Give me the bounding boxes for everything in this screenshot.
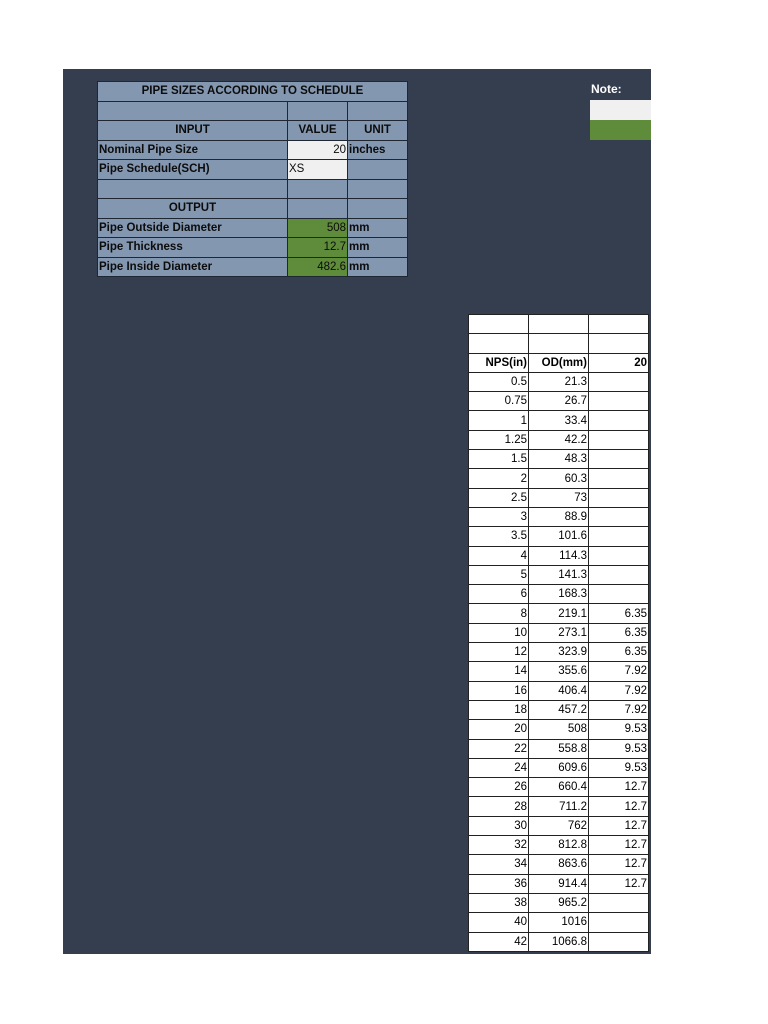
cell-nps[interactable]: 6: [469, 585, 529, 604]
empty-cell: [348, 160, 408, 180]
cell-nps[interactable]: 2.5: [469, 488, 529, 507]
cell-od[interactable]: 101.6: [529, 527, 589, 546]
outside-diameter-value: 508: [288, 218, 348, 238]
cell-nps[interactable]: 30: [469, 816, 529, 835]
cell-nps[interactable]: 2: [469, 469, 529, 488]
column-header-od: OD(mm): [529, 353, 589, 372]
table-row: [469, 816, 649, 835]
cell-sch20-thickness[interactable]: 12.7: [589, 797, 649, 816]
unit-header: UNIT: [348, 121, 408, 141]
cell-od[interactable]: 1066.8: [529, 932, 589, 951]
cell-od[interactable]: 863.6: [529, 855, 589, 874]
cell-nps[interactable]: 0.75: [469, 392, 529, 411]
cell-od[interactable]: 73: [529, 488, 589, 507]
table-row: [469, 874, 649, 893]
cell-sch20-thickness[interactable]: 9.53: [589, 739, 649, 758]
table-row: [469, 585, 649, 604]
column-header-sch20: 20: [589, 353, 649, 372]
cell-od[interactable]: 508: [529, 720, 589, 739]
note-label: Note:: [591, 82, 622, 96]
nominal-pipe-size-unit: inches: [348, 140, 408, 160]
cell-od[interactable]: 48.3: [529, 450, 589, 469]
cell-od[interactable]: 88.9: [529, 507, 589, 526]
table-row: [469, 778, 649, 797]
outside-diameter-label: Pipe Outside Diameter: [98, 218, 288, 238]
table-row: [469, 836, 649, 855]
cell-nps[interactable]: 20: [469, 720, 529, 739]
cell-od[interactable]: 457.2: [529, 700, 589, 719]
table-row: [469, 700, 649, 719]
calculator-title: PIPE SIZES ACCORDING TO SCHEDULE: [98, 82, 408, 102]
cell-sch20-thickness[interactable]: [589, 913, 649, 932]
cell-nps[interactable]: 16: [469, 681, 529, 700]
output-header: OUTPUT: [98, 199, 288, 219]
cell-sch20-thickness[interactable]: 6.35: [589, 643, 649, 662]
cell-nps[interactable]: 36: [469, 874, 529, 893]
table-row: [469, 430, 649, 449]
table-row: [469, 450, 649, 469]
cell-nps[interactable]: 42: [469, 932, 529, 951]
empty-cell: [288, 199, 348, 219]
cell-sch20-thickness[interactable]: 7.92: [589, 700, 649, 719]
cell-od[interactable]: 762: [529, 816, 589, 835]
cell-nps[interactable]: 3: [469, 507, 529, 526]
table-row: [469, 758, 649, 777]
empty-cell: [589, 334, 649, 353]
cell-nps[interactable]: 26: [469, 778, 529, 797]
thickness-unit: mm: [348, 238, 408, 258]
cell-nps[interactable]: 5: [469, 565, 529, 584]
table-row: [469, 720, 649, 739]
table-row: [469, 932, 649, 951]
cell-nps[interactable]: 12: [469, 643, 529, 662]
table-row: [469, 797, 649, 816]
empty-cell: [348, 101, 408, 121]
empty-cell: [98, 179, 288, 199]
table-row: [469, 913, 649, 932]
empty-cell: [589, 315, 649, 334]
cell-od[interactable]: 558.8: [529, 739, 589, 758]
table-row: [469, 739, 649, 758]
inside-diameter-label: Pipe Inside Diameter: [98, 257, 288, 277]
cell-sch20-thickness[interactable]: [589, 372, 649, 391]
cell-sch20-thickness[interactable]: 6.35: [589, 604, 649, 623]
cell-sch20-thickness[interactable]: [589, 488, 649, 507]
table-row: [469, 893, 649, 912]
cell-sch20-thickness[interactable]: [589, 565, 649, 584]
cell-sch20-thickness[interactable]: [589, 392, 649, 411]
cell-od[interactable]: 219.1: [529, 604, 589, 623]
cell-nps[interactable]: 1.5: [469, 450, 529, 469]
table-row: [469, 507, 649, 526]
cell-od[interactable]: 323.9: [529, 643, 589, 662]
cell-sch20-thickness[interactable]: 6.35: [589, 623, 649, 642]
table-row: [469, 681, 649, 700]
thickness-label: Pipe Thickness: [98, 238, 288, 258]
cell-sch20-thickness[interactable]: 7.92: [589, 681, 649, 700]
cell-nps[interactable]: 10: [469, 623, 529, 642]
cell-sch20-thickness[interactable]: [589, 893, 649, 912]
cell-sch20-thickness[interactable]: [589, 527, 649, 546]
empty-cell: [288, 101, 348, 121]
pipe-size-calculator: [97, 81, 408, 277]
cell-nps[interactable]: 28: [469, 797, 529, 816]
outside-diameter-unit: mm: [348, 218, 408, 238]
cell-nps[interactable]: 24: [469, 758, 529, 777]
cell-sch20-thickness[interactable]: 12.7: [589, 874, 649, 893]
cell-nps[interactable]: 38: [469, 893, 529, 912]
cell-sch20-thickness[interactable]: 12.7: [589, 816, 649, 835]
table-row: [469, 855, 649, 874]
cell-od[interactable]: 114.3: [529, 546, 589, 565]
cell-od[interactable]: 1016: [529, 913, 589, 932]
cell-sch20-thickness[interactable]: [589, 932, 649, 951]
table-row: [469, 372, 649, 391]
table-row: [469, 392, 649, 411]
cell-sch20-thickness[interactable]: 7.92: [589, 662, 649, 681]
input-header: INPUT: [98, 121, 288, 141]
cell-nps[interactable]: 4: [469, 546, 529, 565]
cell-nps[interactable]: 22: [469, 739, 529, 758]
table-row: [469, 527, 649, 546]
cell-nps[interactable]: 3.5: [469, 527, 529, 546]
cell-sch20-thickness[interactable]: [589, 546, 649, 565]
empty-cell: [529, 315, 589, 334]
empty-cell: [348, 179, 408, 199]
table-row: [469, 662, 649, 681]
cell-nps[interactable]: 32: [469, 836, 529, 855]
cell-nps[interactable]: 0.5: [469, 372, 529, 391]
value-header: VALUE: [288, 121, 348, 141]
cell-od[interactable]: 168.3: [529, 585, 589, 604]
cell-sch20-thickness[interactable]: [589, 411, 649, 430]
empty-cell: [469, 315, 529, 334]
cell-sch20-thickness[interactable]: [589, 469, 649, 488]
table-row: [469, 565, 649, 584]
schedule-table: [468, 314, 649, 952]
table-row: [469, 623, 649, 642]
empty-cell: [348, 199, 408, 219]
cell-od[interactable]: 406.4: [529, 681, 589, 700]
table-row: [469, 469, 649, 488]
cell-nps[interactable]: 18: [469, 700, 529, 719]
empty-cell: [529, 334, 589, 353]
cell-od[interactable]: 60.3: [529, 469, 589, 488]
note-input-swatch: [590, 100, 651, 120]
cell-sch20-thickness[interactable]: 12.7: [589, 836, 649, 855]
cell-nps[interactable]: 40: [469, 913, 529, 932]
cell-od[interactable]: 965.2: [529, 893, 589, 912]
empty-cell: [469, 334, 529, 353]
cell-nps[interactable]: 8: [469, 604, 529, 623]
pipe-schedule-label: Pipe Schedule(SCH): [98, 160, 288, 180]
thickness-value: 12.7: [288, 238, 348, 258]
inside-diameter-unit: mm: [348, 257, 408, 277]
cell-sch20-thickness[interactable]: 12.7: [589, 778, 649, 797]
cell-od[interactable]: 26.7: [529, 392, 589, 411]
cell-sch20-thickness[interactable]: [589, 507, 649, 526]
table-row: [469, 643, 649, 662]
cell-sch20-thickness[interactable]: [589, 430, 649, 449]
note-output-swatch: [590, 120, 651, 140]
cell-sch20-thickness[interactable]: [589, 450, 649, 469]
cell-od[interactable]: 355.6: [529, 662, 589, 681]
cell-od[interactable]: 42.2: [529, 430, 589, 449]
cell-sch20-thickness[interactable]: 9.53: [589, 758, 649, 777]
cell-sch20-thickness[interactable]: 12.7: [589, 855, 649, 874]
inside-diameter-value: 482.6: [288, 257, 348, 277]
pipe-schedule-input[interactable]: XS: [288, 160, 348, 180]
cell-od[interactable]: 141.3: [529, 565, 589, 584]
cell-sch20-thickness[interactable]: [589, 585, 649, 604]
cell-od[interactable]: 21.3: [529, 372, 589, 391]
nominal-pipe-size-input[interactable]: 20: [288, 140, 348, 160]
cell-sch20-thickness[interactable]: 9.53: [589, 720, 649, 739]
cell-od[interactable]: 273.1: [529, 623, 589, 642]
empty-cell: [288, 179, 348, 199]
table-row: [469, 604, 649, 623]
cell-nps[interactable]: 14: [469, 662, 529, 681]
cell-nps[interactable]: 34: [469, 855, 529, 874]
column-header-nps: NPS(in): [469, 353, 529, 372]
table-row: [469, 411, 649, 430]
empty-cell: [98, 101, 288, 121]
cell-od[interactable]: 33.4: [529, 411, 589, 430]
table-row: [469, 488, 649, 507]
cell-nps[interactable]: 1: [469, 411, 529, 430]
cell-nps[interactable]: 1.25: [469, 430, 529, 449]
cell-od[interactable]: 812.8: [529, 836, 589, 855]
cell-od[interactable]: 711.2: [529, 797, 589, 816]
cell-od[interactable]: 660.4: [529, 778, 589, 797]
nominal-pipe-size-label: Nominal Pipe Size: [98, 140, 288, 160]
table-row: [469, 546, 649, 565]
cell-od[interactable]: 609.6: [529, 758, 589, 777]
cell-od[interactable]: 914.4: [529, 874, 589, 893]
